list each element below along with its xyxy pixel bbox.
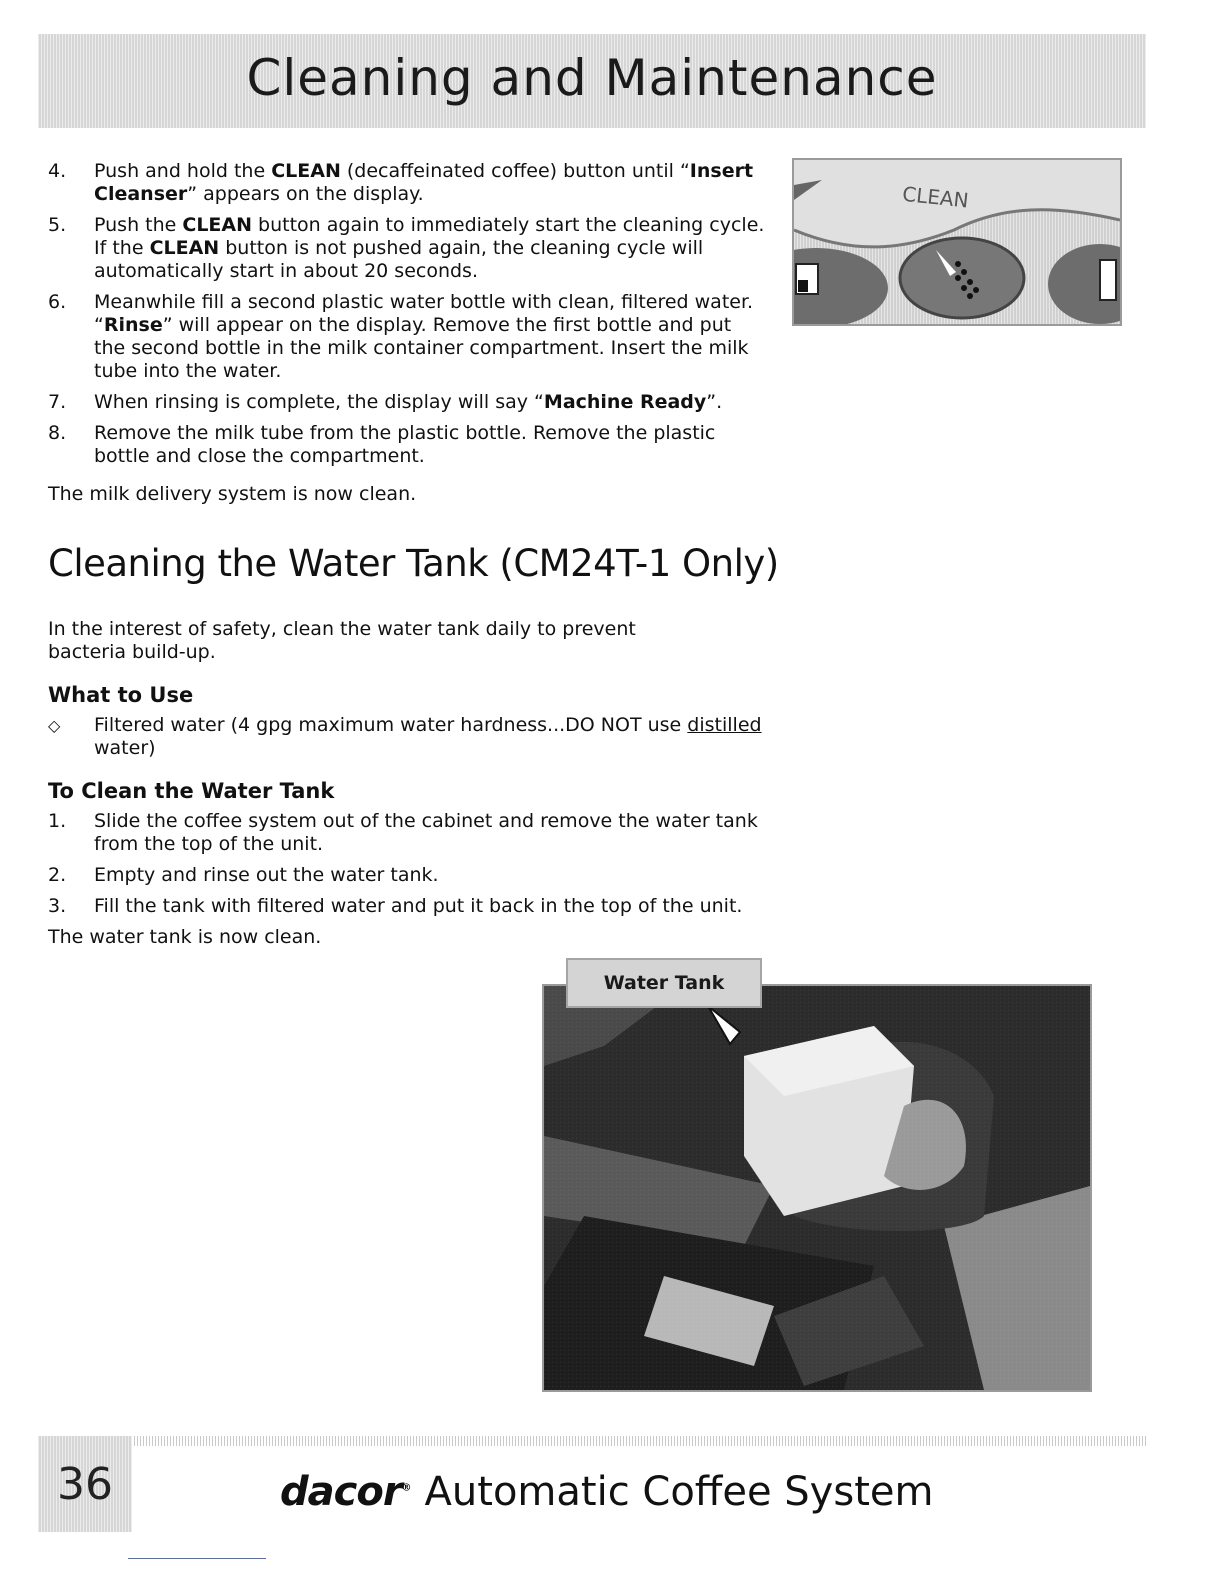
item-text-after: water) [94,737,156,759]
header-banner [38,34,1146,128]
step-emphasis: CLEAN [182,214,253,236]
step-text: (decaffeinated coffee) button until “ [340,160,690,182]
cleaning-step [48,391,768,414]
item-text-underlined: distilled [687,714,762,736]
cleaning-step [48,160,768,206]
clean-button-image [792,158,1122,326]
step-text: ” appears on the display. [187,183,424,205]
section-title: Cleaning the Water Tank (CM24T-1 Only) [48,542,779,585]
dacor-logo: dacor® [280,1469,411,1515]
step-text: Remove the milk tube from the plastic bottle. Remove the plastic bottle and close the compartment. [94,422,716,467]
footer-brand [280,1462,933,1522]
clean-button [900,238,1024,318]
section-intro: In the interest of safety, clean the water tank daily to prevent bacteria build-up. [48,618,636,663]
footer-title: Automatic Coffee System [424,1469,934,1515]
water-tank-callout: Water Tank [566,958,762,1008]
tank-step [48,895,768,918]
step-text: Push the [94,214,183,236]
tank-conclusion: The water tank is now clean. [48,926,322,948]
step-number: 6. [48,291,67,313]
diamond-bullet-icon: ◇ [48,716,61,735]
step-number: 3. [48,895,67,917]
cleaning-step [48,291,768,383]
step-number: 7. [48,391,67,413]
page-title: Cleaning and Maintenance [246,49,938,107]
step-text: When rinsing is complete, the display will say “ [94,391,544,413]
bottom-rule [128,1558,266,1559]
step-number: 8. [48,422,67,444]
to-clean-heading: To Clean the Water Tank [48,779,335,803]
step-text: button again to immediately start the cleaning cycle. If the [94,214,765,259]
page-number: 36 [57,1458,113,1510]
water-tank-illustration [544,986,1090,1390]
clean-label: CLEAN [901,181,970,213]
step-text: ” will appear on the display. Remove the first bottle and put the second bottle in the milk container compartment. Insert the milk tube into the water. [94,314,749,382]
cleaning-step [48,214,768,283]
step-emphasis: CLEAN [149,237,220,259]
footer-rule [38,1436,1146,1446]
step-number: 2. [48,864,67,886]
step-emphasis: CLEAN [271,160,341,182]
milk-conclusion: The milk delivery system is now clean. [48,483,417,505]
step-text: Fill the tank with filtered water and put it back in the top of the unit. [94,895,743,917]
tank-step [48,864,768,887]
step-text: Push and hold the [94,160,272,182]
step-text: Slide the coffee system out of the cabinet and remove the water tank from the top of the unit. [94,810,758,855]
cleaning-step [48,422,768,468]
clean-button-illustration [794,160,1120,324]
brand-name: dacor [280,1469,402,1515]
item-text-before: Filtered water (4 gpg maximum water hardness...DO NOT use [94,714,688,736]
step-number: 1. [48,810,67,832]
step-emphasis: Machine Ready [543,391,707,413]
step-text: button is not pushed again, the cleaning cycle will automatically start in about 20 seconds. [94,237,704,282]
page-number-box [38,1436,132,1532]
milk-cleaning-steps [48,160,768,476]
step-text: ”. [706,391,723,413]
water-tank-photo [542,984,1092,1392]
step-emphasis: Rinse [103,314,163,336]
to-clean-water-tank [48,778,768,949]
step-number: 4. [48,160,67,182]
step-number: 5. [48,214,67,236]
step-text: Empty and rinse out the water tank. [94,864,439,886]
step-emphasis: Insert Cleanser [94,160,754,205]
step-text: Meanwhile fill a second plastic water bottle with clean, filtered water. “ [94,291,754,336]
what-to-use-item [48,714,768,760]
what-to-use-heading: What to Use [48,683,194,707]
tank-step [48,810,768,856]
what-to-use [48,682,768,770]
